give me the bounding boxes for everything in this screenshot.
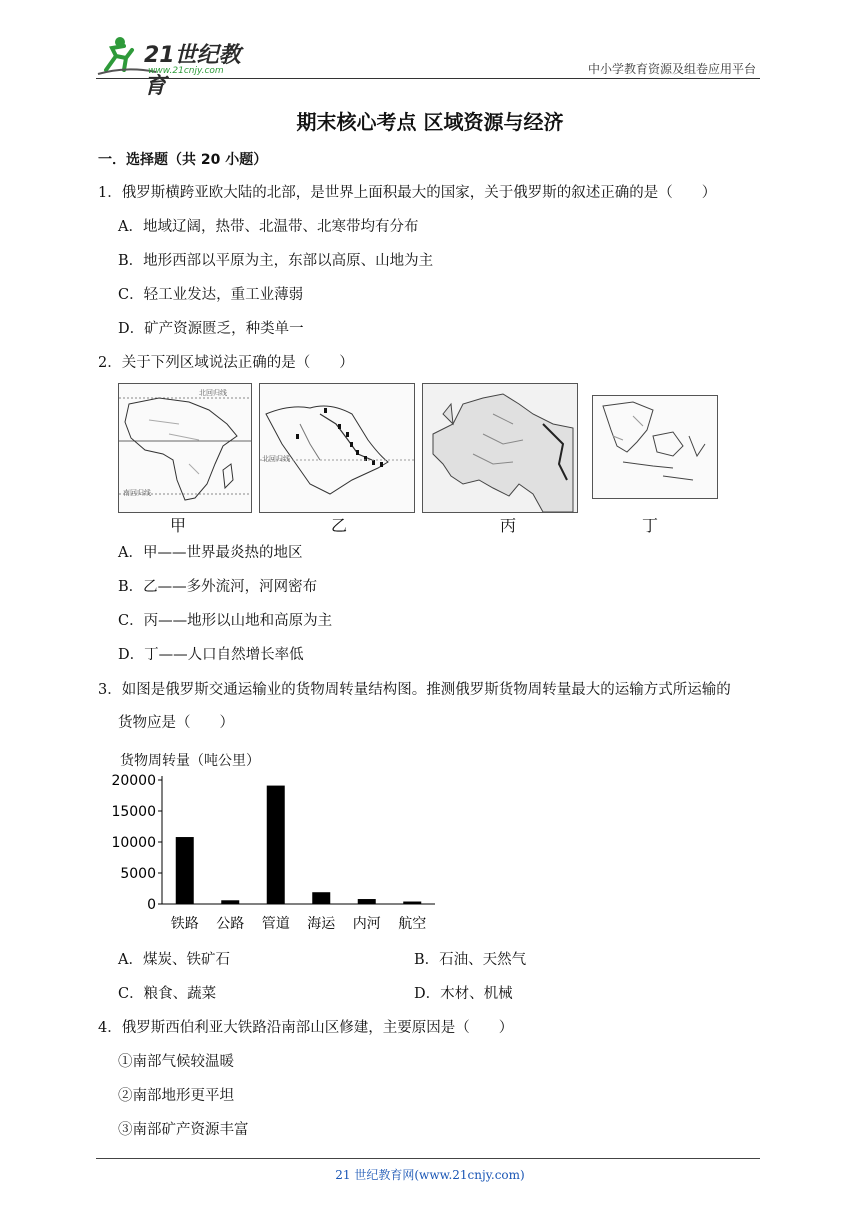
q3-option-b[interactable]: B．石油、天然气 (414, 952, 527, 968)
map-ding (592, 395, 718, 499)
platform-name: 中小学教育资源及组卷应用平台 (587, 62, 756, 76)
map-label-ding: 丁 (642, 516, 659, 535)
bar-2 (267, 786, 285, 904)
x-tick-label: 航空 (398, 916, 427, 932)
bar-1 (221, 900, 239, 904)
chart-title: 货物周转量（吨公里） (120, 753, 260, 769)
map-bing (422, 383, 578, 513)
x-tick-label: 公路 (216, 916, 245, 932)
bar-4 (358, 899, 376, 904)
question-4-stem: 4．俄罗斯西伯利亚大铁路沿南部山区修建，主要原因是（ ） (98, 1020, 514, 1036)
logo (96, 30, 256, 99)
question-2-stem: 2．关于下列区域说法正确的是（ ） (98, 355, 354, 371)
q3-option-d[interactable]: D．木材、机械 (414, 986, 513, 1002)
x-tick-label: 海运 (307, 916, 336, 932)
question-3-stem-line2: 货物应是（ ） (118, 715, 234, 731)
bar-5 (403, 902, 421, 904)
y-tick-label: 10000 (111, 835, 156, 851)
q4-statement-3: ③南部矿产资源丰富 (118, 1122, 249, 1138)
freight-bar-chart (110, 770, 440, 940)
x-tick-label: 铁路 (170, 916, 199, 932)
footer-link[interactable]: 21 世纪教育网(www.21cnjy.com) (335, 1168, 525, 1182)
map-label-bing: 丙 (500, 516, 517, 535)
south-tropic-label: 南回归线 (123, 489, 151, 497)
q2-option-c[interactable]: C．丙——地形以山地和高原为主 (118, 613, 333, 629)
map-label-jia: 甲 (170, 516, 187, 535)
question-3-stem-line1: 3．如图是俄罗斯交通运输业的货物周转量结构图。推测俄罗斯货物周转量最大的运输方式所运输的 (98, 682, 731, 698)
logo-url: www.21cnjy.com (148, 66, 224, 76)
map-jia (118, 383, 252, 513)
q2-option-a[interactable]: A．甲——世界最炎热的地区 (118, 545, 303, 561)
q4-statement-2: ②南部地形更平坦 (118, 1088, 234, 1104)
q1-option-a[interactable]: A．地域辽阔，热带、北温带、北寒带均有分布 (118, 219, 419, 235)
logo-text: 21世纪教育 (144, 43, 241, 99)
y-tick-label: 20000 (111, 773, 156, 789)
question-1-stem: 1．俄罗斯横跨亚欧大陆的北部，是世界上面积最大的国家，关于俄罗斯的叙述正确的是（ ） (98, 185, 717, 201)
header-divider (96, 78, 760, 79)
footer-divider (96, 1158, 760, 1159)
y-tick-label: 5000 (120, 866, 156, 882)
q2-option-b[interactable]: B．乙——多外流河，河网密布 (118, 579, 318, 595)
page-title: 期末核心考点 区域资源与经济 (296, 110, 564, 134)
map-label-yi: 乙 (331, 516, 348, 535)
section-heading: 一．选择题（共 20 小题） (98, 152, 268, 168)
q1-option-c[interactable]: C．轻工业发达，重工业薄弱 (118, 287, 304, 303)
q3-option-a[interactable]: A．煤炭、铁矿石 (118, 952, 230, 968)
q2-option-d[interactable]: D．丁——人口自然增长率低 (118, 647, 304, 663)
x-tick-label: 管道 (261, 916, 290, 932)
q1-option-d[interactable]: D．矿产资源匮乏，种类单一 (118, 321, 304, 337)
x-tick-label: 内河 (352, 916, 381, 932)
north-tropic-label: 北回归线 (199, 389, 227, 397)
y-tick-label: 0 (147, 897, 156, 913)
q3-option-c[interactable]: C．粮食、蔬菜 (118, 986, 217, 1002)
y-tick-label: 15000 (111, 804, 156, 820)
q1-option-b[interactable]: B．地形西部以平原为主，东部以高原、山地为主 (118, 253, 434, 269)
map-yi (259, 383, 415, 513)
q4-statement-1: ①南部气候较温暖 (118, 1054, 234, 1070)
yi-tropic-label: 北回归线 (262, 455, 290, 463)
bar-0 (176, 837, 194, 904)
bar-3 (312, 892, 330, 904)
